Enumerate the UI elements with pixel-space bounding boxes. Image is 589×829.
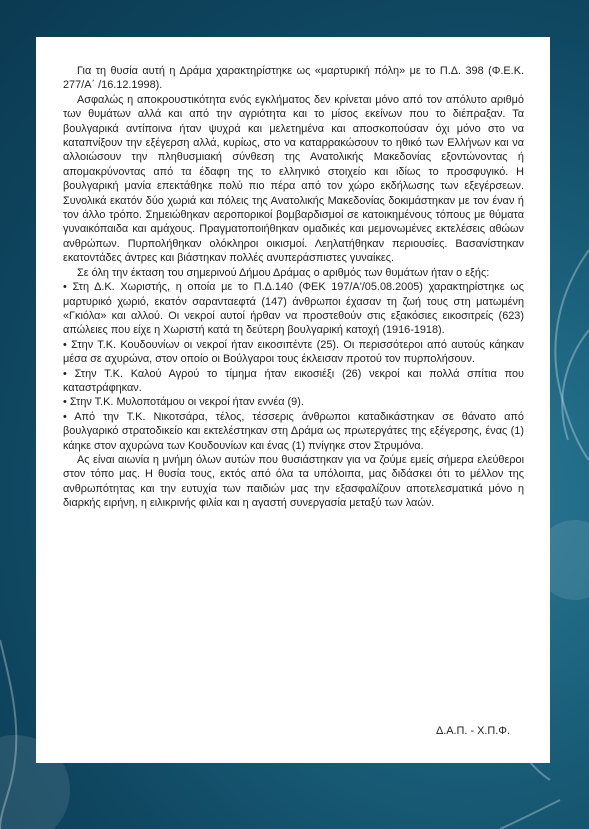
paragraph-intro: Για τη θυσία αυτή η Δράμα χαρακτηρίστηκε ως «μαρτυρική πόλη» με το Π.Δ. 398 (Φ.Ε.Κ. 277/Α΄ /16.12.1998). (63, 65, 524, 92)
bullet-mylopotamos: • Στην Τ.Κ. Μυλοποτάμου οι νεκροί ήταν εννέα (9). (63, 396, 304, 409)
paragraph-atrocities: Ασφαλώς η αποκρουστικότητα ενός εγκλήματος δεν κρίνεται μόνο από τον απόλυτο αριθμό των θυμάτων αλλά και από την αγριότητα και το μίσος εκείνων που το διέπραξαν. Τα βουλγαρικά αντίποινα ήταν ψυχρά και μελετημένα και αποσκοπούσαν όχι μόνο στο να καταπνίξουν την εξέγερση αλλά, κυρίως, στο να καταρρακώσουν το ηθικό των Ελλήνων και να αλλοιώσουν την πληθυσμιακή σύνθεση της Ανατολικής Μακεδονίας εξοντώνοντας ή απομακρύνοντας από τα έδαφη της το ελληνικό στοιχείο και ιδίως το προσφυγικό. Η βουλγαρική μανία επεκτάθηκε πολύ πιο πέρα από τον χώρο εκδήλωσης των εξεγέρσεων. Συνολικά εκατόν δύο χωριά και πόλεις της Ανατολικής Μακεδονίας δοκιμάστηκαν με τον έναν ή τον άλλο τρόπο. Σημειώθηκαν αεροπορικοί βομβαρδισμοί σε κατοικημένους τόπους με θύματα γυναικόπαιδα και αμάχους. Πραγματοποιήθηκαν ομαδικές και μεμονωμένες εκτελέσεις αθώων ανθρώπων. Πυρπολήθηκαν ολόκληροι οικισμοί. Λεηλατήθηκαν περιουσίες. Βασανίστηκαν εκατοντάδες άντρες και βιάστηκαν πολλές ανυπεράσπιστες γυναίκες. (63, 93, 524, 265)
bullet-nikotsara: • Από την Τ.Κ. Νικοτσάρα, τέλος, τέσσερις άνθρωποι καταδικάστηκαν σε θάνατο από βουλγαρικό στρατοδικείο και εκτελέστηκαν στη Δράμα ως πρωτεργάτες της εξέγερσης, ένας (1) κάηκε στον αχυρώνα των Κουδουνίων και ένας (1) πνίγηκε στον Στρυμόνα. (63, 410, 524, 452)
paragraph-closing: Ας είναι αιωνία η μνήμη όλων αυτών που θυσιάστηκαν για να ζούμε εμείς σήμερα ελεύθεροι στον τόπο μας. Η θυσία τους, εκτός από όλα τα υπόλοιπα, μας διδάσκει ότι το μέλλον της ανθρωπότητας και την ευτυχία των παιδιών μας την εξασφαλίζουν αποτελεσματικά μόνο η διαρκής ειρήνη, η ειλικρινής φιλία και η αγαστή συνεργασία μεταξύ των λαών. (63, 453, 524, 510)
paragraph-victims-intro: Σε όλη την έκταση του σημερινού Δήμου Δράμας ο αριθμός των θυμάτων ήταν ο εξής: (77, 266, 490, 279)
text-panel (36, 37, 550, 763)
bullet-choristi: • Στη Δ.Κ. Χωριστής, η οποία με το Π.Δ.140 (ΦΕΚ 197/Α'/05.08.2005) χαρακτηρίστηκε ως μαρτυρικό χωριό, εκατόν σαρανταεφτά (147) άνθρωποι έχασαν τη ζωή τους στη ματωμένη «Γκιόλα» και αλλού. Οι νεκροί αυτοί ήρθαν να προστεθούν στις εξακόσιες εικοσιτρείς (623) απώλειες που είχε η Χωριστή κατά τη δεύτερη βουλγαρική κατοχή (1916-1918). (63, 281, 524, 337)
signature: Δ.Α.Π. - Χ.Π.Φ. (435, 725, 510, 737)
bullet-kalos-agros: • Στην Τ.Κ. Καλού Αγρού το τίμημα ήταν εικοσιέξι (26) νεκροί και πολλά σπίτια που καταστράφηκαν. (63, 367, 524, 394)
document-body (63, 64, 524, 511)
bullet-koudounia: • Στην Τ.Κ. Κουδουνίων οι νεκροί ήταν εικοσιπέντε (25). Οι περισσότεροι από αυτούς κάηκαν μέσα σε αχυρώνα, στον οποίο οι Βούλγαροι τους έκλεισαν προτού τον πυρπολήσουν. (63, 338, 524, 366)
